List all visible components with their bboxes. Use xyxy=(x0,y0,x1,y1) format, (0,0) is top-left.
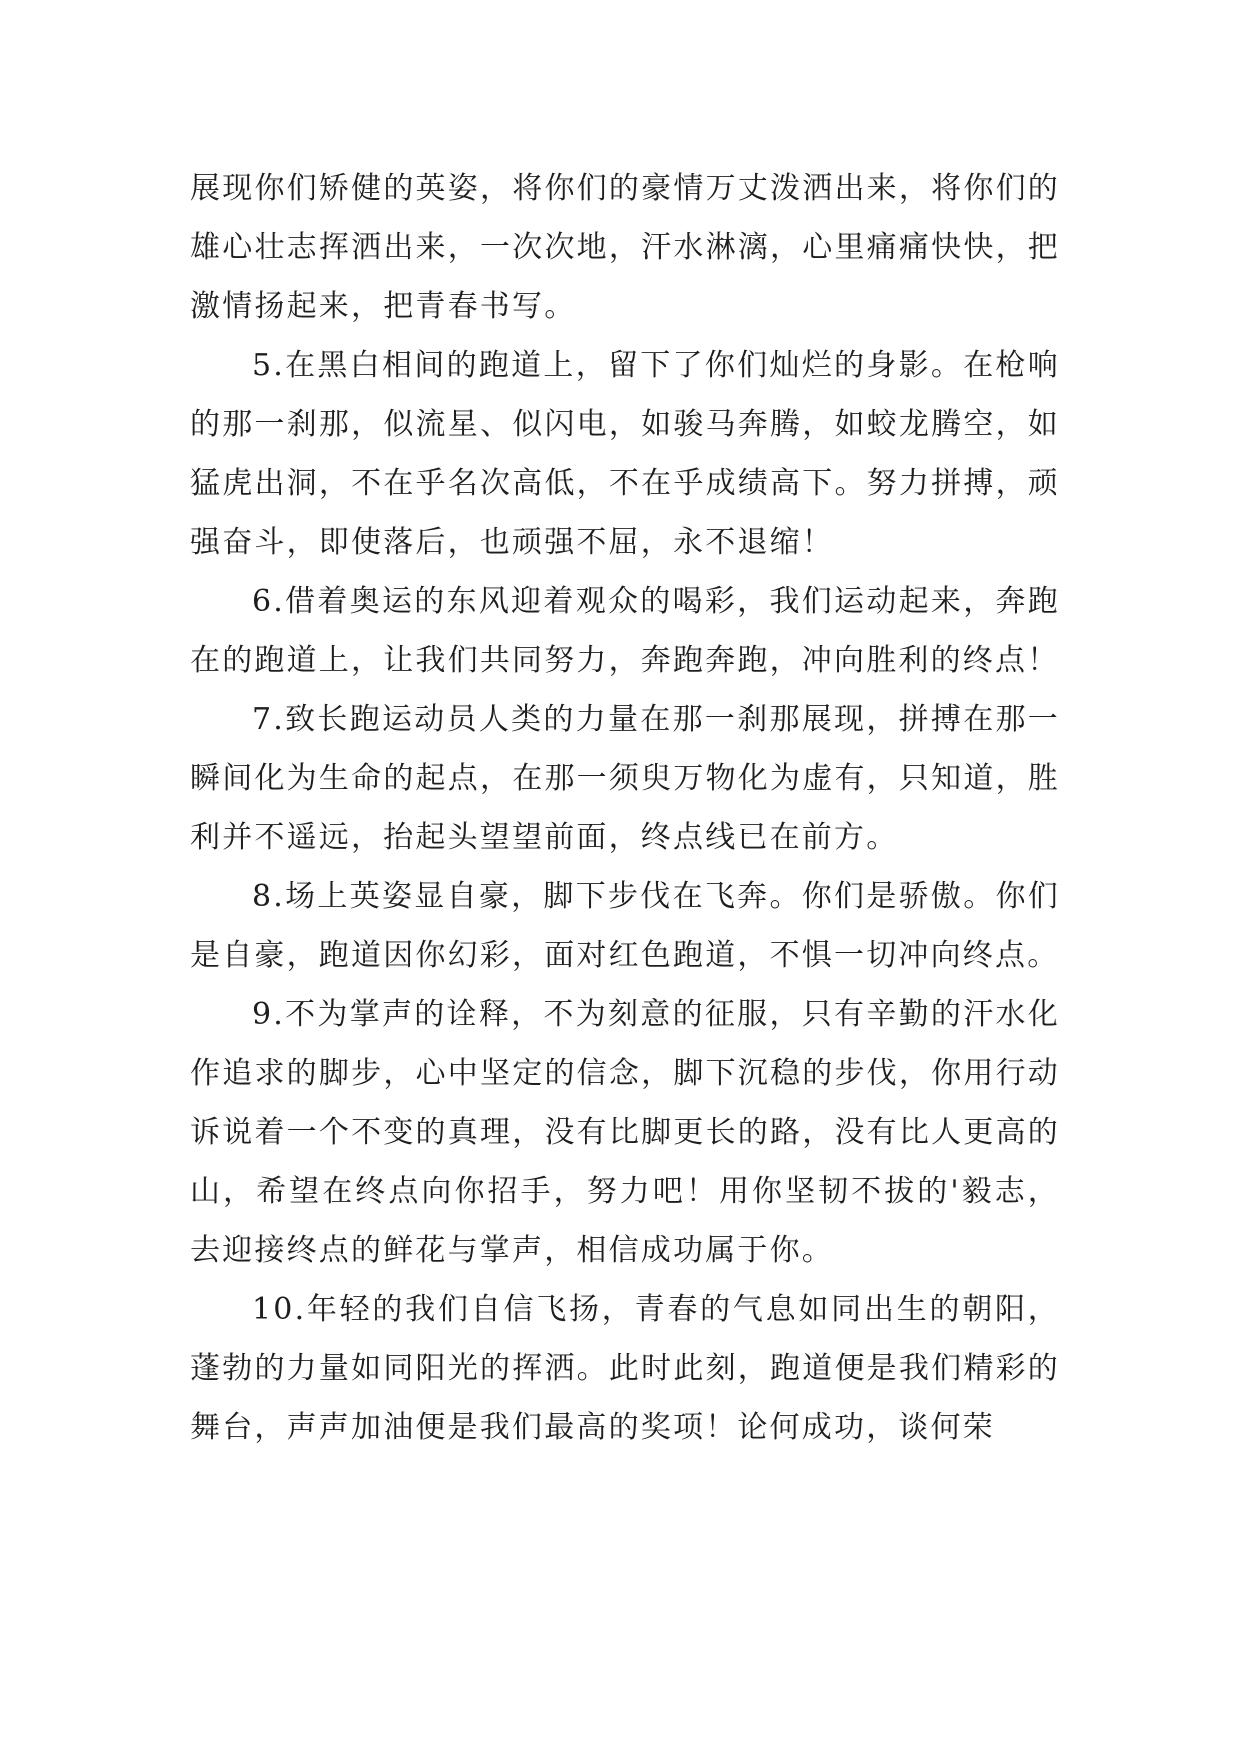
paragraph-item-9: 9.不为掌声的诠释，不为刻意的征服，只有辛勤的汗水化作追求的脚步，心中坚定的信念，脚下沉稳的步伐，你用行动诉说着一个不变的真理，没有比脚更长的路，没有比人更高的山，希望在终点向你招手，努力吧！用你坚韧不拔的'毅志，去迎接终点的鲜花与掌声，相信成功属于你。 xyxy=(190,997,1060,1268)
paragraph-item-5: 5.在黑白相间的跑道上，留下了你们灿烂的身影。在枪响的那一刹那，似流星、似闪电，如骏马奔腾，如蛟龙腾空，如猛虎出洞，不在乎名次高低，不在乎成绩高下。努力拼搏，顽强奋斗，即使落后，也顽强不屈，永不退缩！ xyxy=(190,348,1060,560)
paragraph-item-10: 10.年轻的我们自信飞扬，青春的气息如同出生的朝阳，蓬勃的力量如同阳光的挥洒。此时此刻，跑道便是我们精彩的舞台，声声加油便是我们最高的奖项！论何成功，谈何荣 xyxy=(190,1292,1060,1445)
paragraph-item-6: 6.借着奥运的东风迎着观众的喝彩，我们运动起来，奔跑在的跑道上，让我们共同努力，奔跑奔跑，冲向胜利的终点！ xyxy=(190,584,1060,678)
paragraph-item-7: 7.致长跑运动员人类的力量在那一刹那展现，拼搏在那一瞬间化为生命的起点，在那一须臾万物化为虚有，只知道，胜利并不遥远，抬起头望望前面，终点线已在前方。 xyxy=(190,702,1060,855)
paragraph-continuation: 展现你们矫健的英姿，将你们的豪情万丈泼洒出来，将你们的雄心壮志挥洒出来，一次次地，汗水淋漓，心里痛痛快快，把激情扬起来，把青春书写。 xyxy=(190,171,1060,324)
document-body xyxy=(190,159,1060,1457)
paragraph-item-8: 8.场上英姿显自豪，脚下步伐在飞奔。你们是骄傲。你们是自豪，跑道因你幻彩，面对红色跑道，不惧一切冲向终点。 xyxy=(190,879,1060,973)
